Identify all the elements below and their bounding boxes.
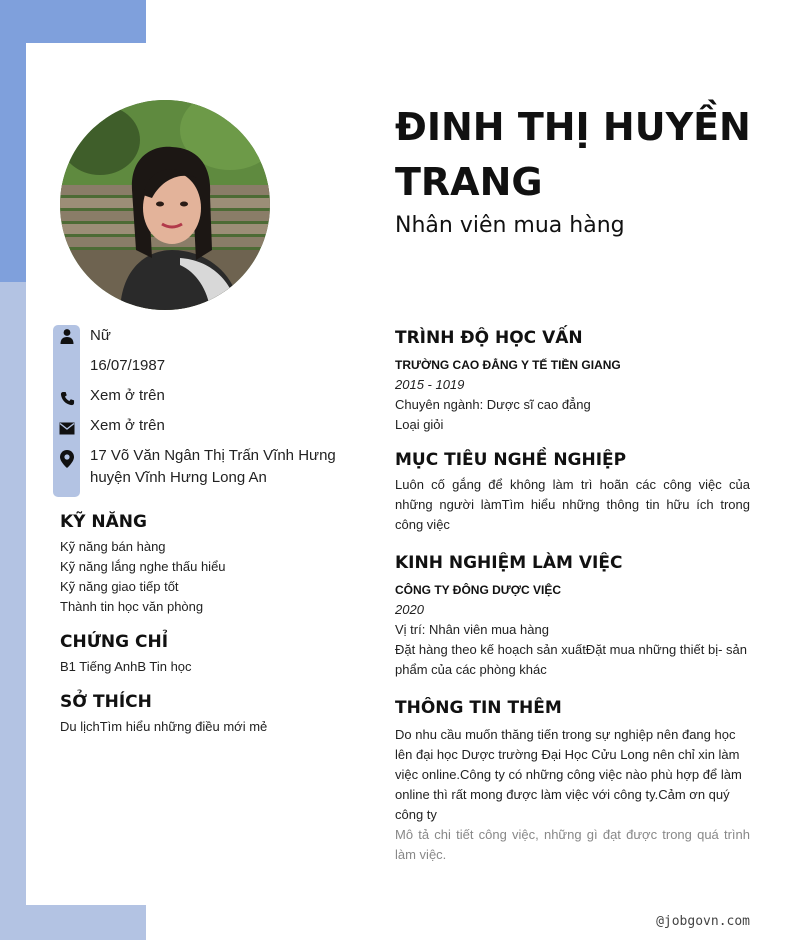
- experience-heading: KINH NGHIỆM LÀM VIỆC: [395, 553, 623, 573]
- additional-info-block: [395, 725, 750, 865]
- objective-heading: MỤC TIÊU NGHỀ NGHIỆP: [395, 450, 627, 470]
- hobbies-text: Du lịchTìm hiểu những điều mới mẻ: [60, 719, 268, 734]
- job-title: Nhân viên mua hàng: [395, 213, 625, 238]
- certificates-heading: CHỨNG CHỈ: [60, 632, 169, 652]
- skills-heading: KỸ NĂNG: [60, 512, 147, 532]
- person-icon: [58, 327, 76, 345]
- additional-info-heading: THÔNG TIN THÊM: [395, 698, 562, 718]
- skill-item: Kỹ năng lắng nghe thấu hiểu: [60, 559, 226, 574]
- education-grade: Loại giỏi: [395, 417, 444, 432]
- skill-item: Kỹ năng bán hàng: [60, 539, 166, 554]
- contact-phone: Xem ở trên: [90, 387, 165, 404]
- experience-position: Vị trí: Nhân viên mua hàng: [395, 622, 549, 637]
- mail-icon: [58, 419, 76, 437]
- skill-item: Kỹ năng giao tiếp tốt: [60, 579, 179, 594]
- contact-gender: Nữ: [90, 327, 111, 344]
- objective-text: Luôn cố gắng để không làm trì hoãn các công việc của những người làmTìm hiểu những thông tin hữu ích trong công việc: [395, 477, 750, 532]
- footer-watermark: @jobgovn.com: [656, 914, 750, 929]
- experience-description: Đặt hàng theo kế hoạch sản xuấtĐặt mua những thiết bị- sản phẩm của các phòng khác: [395, 642, 747, 677]
- location-pin-icon: [58, 450, 76, 468]
- contact-birthday: 16/07/1987: [90, 357, 166, 374]
- phone-icon: [58, 389, 76, 407]
- education-major: Chuyên ngành: Dược sĩ cao đẳng: [395, 397, 591, 412]
- certificates-text: B1 Tiếng AnhB Tin học: [60, 659, 192, 674]
- avatar: [60, 100, 270, 310]
- additional-info-text: Do nhu cầu muốn thăng tiến trong sự nghiệp nên đang học lên đại học Dược trường Đại Học Cửu Long nên chỉ xin làm việc online.Công ty có những công việc nào phù hợp để làm online thì rất mong được làm việc với công ty.Cảm ơn quý công ty: [395, 727, 742, 822]
- contact-address: 17 Võ Văn Ngân Thị Trấn Vĩnh Hưng huyện Vĩnh Hưng Long An: [90, 447, 336, 486]
- education-years: 2015 - 1019: [395, 377, 465, 392]
- additional-info-note: Mô tả chi tiết công việc, những gì đạt được trong quá trình làm việc.: [395, 827, 750, 862]
- company-name: CÔNG TY ĐÔNG DƯỢC VIỆC: [395, 583, 561, 597]
- education-heading: TRÌNH ĐỘ HỌC VẤN: [395, 328, 583, 348]
- contact-icon-bar: [53, 325, 80, 497]
- skills-list: [60, 537, 350, 617]
- candidate-name: ĐINH THỊ HUYỀN TRANG: [395, 105, 751, 204]
- skill-item: Thành tin học văn phòng: [60, 599, 204, 614]
- education-block: [395, 355, 750, 435]
- hobbies-heading: SỞ THÍCH: [60, 692, 152, 712]
- school-name: TRƯỜNG CAO ĐẲNG Y TẾ TIỀN GIANG: [395, 358, 621, 372]
- experience-block: [395, 580, 750, 680]
- experience-year: 2020: [395, 602, 424, 617]
- contact-email: Xem ở trên: [90, 417, 165, 434]
